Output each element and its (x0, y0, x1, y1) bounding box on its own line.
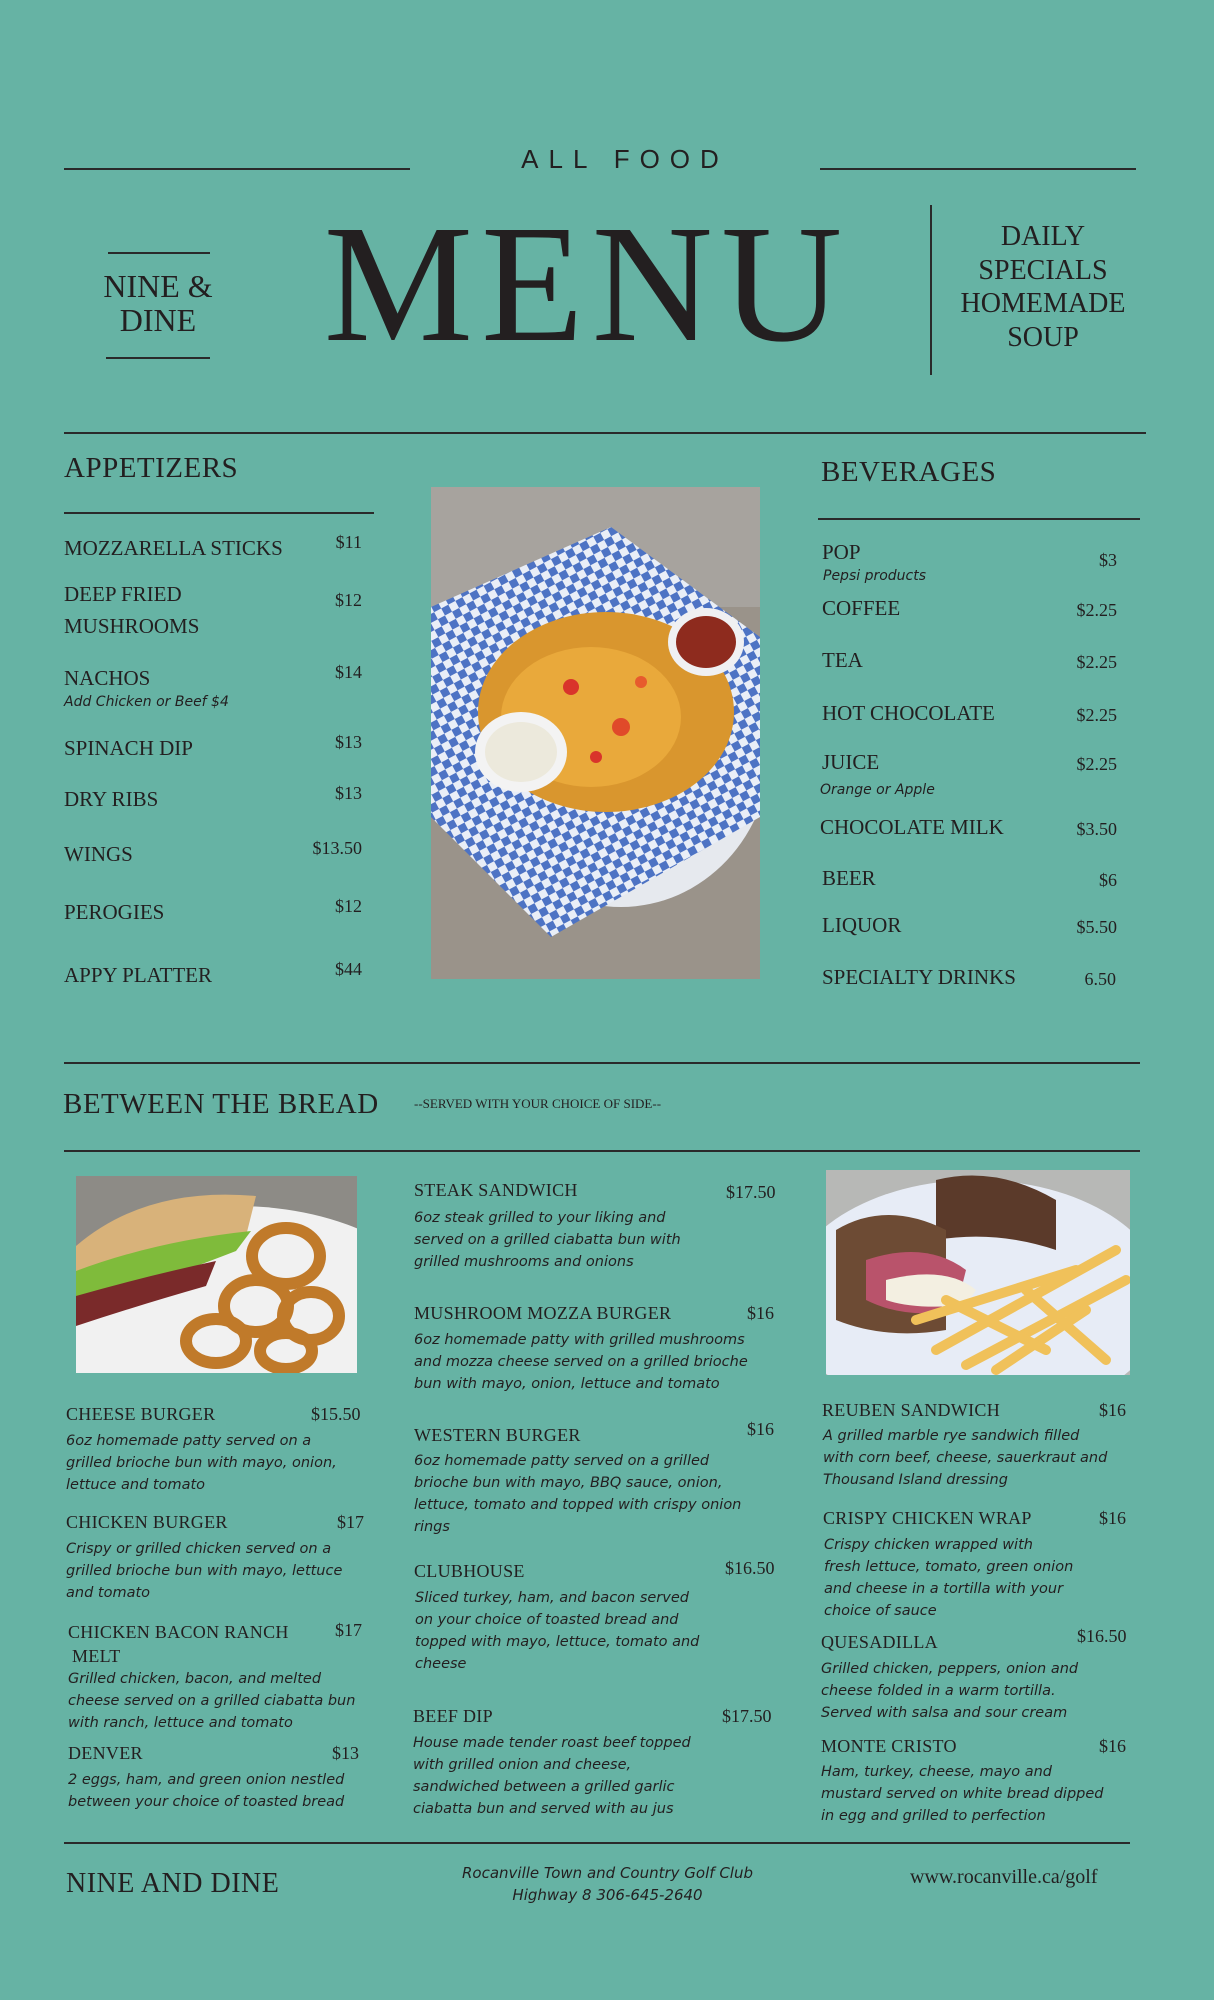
appetizers-title: APPETIZERS (64, 452, 239, 484)
footer-address-line: Highway 8 306-645-2640 (512, 1886, 703, 1904)
menu-item-name: MONTE CRISTO (821, 1736, 957, 1756)
menu-item-price: $16.50 (1077, 1626, 1127, 1646)
description-line: House made tender roast beef topped (413, 1735, 691, 1751)
menu-item-description (68, 1668, 378, 1734)
menu-item-name: BEER (822, 866, 876, 890)
brand-left-title: NINE & DINE (103, 268, 213, 338)
menu-item-price: $3.50 (1076, 819, 1117, 839)
menu-item-price: $3 (1099, 550, 1117, 570)
description-line: with ranch, lettuce and tomato (68, 1715, 293, 1731)
menu-item-price: $5.50 (1076, 917, 1117, 937)
description-line: topped with mayo, lettuce, tomato and (415, 1634, 700, 1650)
menu-item-description (415, 1587, 775, 1675)
beverages-title: BEVERAGES (821, 456, 997, 488)
description-line: Grilled chicken, bacon, and melted (68, 1671, 322, 1687)
menu-item-price: $2.25 (1076, 600, 1117, 620)
daily-specials-line: HOMEMADE (960, 288, 1126, 320)
description-line: lettuce and tomato (66, 1477, 206, 1493)
menu-item-name: PEROGIES (64, 900, 165, 924)
menu-item-name: CHICKEN BURGER (66, 1512, 228, 1532)
menu-item-price: $2.25 (1076, 705, 1117, 725)
footer-address (420, 1862, 795, 1906)
description-line: brioche bun with mayo, BBQ sauce, onion, (414, 1475, 723, 1491)
description-line: Ham, turkey, cheese, mayo and (821, 1764, 1053, 1780)
menu-item-price: $17 (335, 1620, 362, 1640)
menu-item-price: $2.25 (1076, 652, 1117, 672)
menu-item-name: MUSHROOM MOZZA BURGER (414, 1303, 672, 1323)
menu-item-name: CHEESE BURGER (66, 1404, 216, 1424)
menu-item-price: $14 (335, 662, 362, 682)
menu-item-description (414, 1450, 774, 1538)
footer-rule (64, 1842, 1130, 1844)
description-line: fresh lettuce, tomato, green onion (824, 1559, 1074, 1575)
menu-item-name: STEAK SANDWICH (414, 1180, 578, 1200)
description-line: Crispy chicken wrapped with (824, 1537, 1033, 1553)
description-line: Served with salsa and sour cream (821, 1705, 1068, 1721)
section-divider-top (64, 432, 1146, 434)
footer-brand: NINE AND DINE (66, 1868, 280, 1899)
menu-item-price: $17 (337, 1512, 364, 1532)
menu-title: MENU (323, 191, 851, 377)
menu-item-description (66, 1538, 366, 1604)
menu-item-price: $12 (335, 590, 362, 610)
menu-item-note: Orange or Apple (820, 782, 935, 798)
menu-item-price: $17.50 (722, 1706, 772, 1726)
menu-item-price: $13 (332, 1743, 359, 1763)
top-label: ALL FOOD (521, 144, 729, 174)
description-line: lettuce, tomato and topped with crispy onion (414, 1497, 742, 1513)
reuben-image (826, 1170, 1130, 1375)
menu-item-price: $44 (335, 959, 362, 979)
beverages-rule (818, 518, 1140, 520)
menu-item-name: JUICE (822, 750, 880, 774)
description-line: grilled brioche bun with mayo, lettuce (66, 1563, 343, 1579)
menu-item-description (823, 1425, 1123, 1491)
description-line: 6oz homemade patty served on a grilled (414, 1453, 710, 1469)
menu-item-name: SPINACH DIP (64, 736, 193, 760)
description-line: ciabatta bun and served with au jus (413, 1801, 674, 1817)
description-line: bun with mayo, onion, lettuce and tomato (414, 1376, 720, 1392)
menu-item-price: $16 (747, 1419, 774, 1439)
menu-item-price: $16 (1099, 1736, 1126, 1756)
reuben-photo (826, 1170, 1130, 1375)
appetizers-rule (64, 512, 374, 514)
menu-item-name: TEA (822, 648, 863, 672)
description-line: A grilled marble rye sandwich filled (823, 1428, 1080, 1444)
menu-item-price: $12 (335, 896, 362, 916)
menu-item-description (68, 1769, 378, 1813)
description-line: 6oz homemade patty served on a (66, 1433, 312, 1449)
description-line: rings (414, 1519, 450, 1535)
burger-photo (76, 1176, 357, 1373)
menu-item-name: SPECIALTY DRINKS (822, 965, 1016, 989)
menu-item-name (68, 1620, 289, 1668)
description-line: grilled mushrooms and onions (414, 1254, 634, 1270)
description-line: Crispy or grilled chicken served on a (66, 1541, 332, 1557)
menu-item-name: BEEF DIP (413, 1706, 493, 1726)
bread-rule-top (64, 1062, 1140, 1064)
menu-item-price: $11 (335, 532, 362, 552)
description-line: with grilled onion and cheese, (413, 1757, 632, 1773)
menu-item-name-line: MELT (72, 1646, 121, 1666)
menu-item-name: CRISPY CHICKEN WRAP (823, 1508, 1032, 1528)
menu-item-price: $13 (335, 783, 362, 803)
menu-item-name: REUBEN SANDWICH (822, 1400, 1000, 1420)
header-rule-right (820, 168, 1136, 170)
description-line: sandwiched between a grilled garlic (413, 1779, 675, 1795)
menu-item-name: WESTERN BURGER (414, 1425, 581, 1445)
menu-item-price: 6.50 (1084, 969, 1116, 989)
description-line: Grilled chicken, peppers, onion and (821, 1661, 1079, 1677)
menu-item-description (413, 1732, 773, 1820)
menu-item-price: $16 (1099, 1400, 1126, 1420)
description-line: on your choice of toasted bread and (415, 1612, 679, 1628)
menu-item-name: DEEP FRIED MUSHROOMS (64, 582, 200, 638)
menu-item-price: $6 (1099, 870, 1117, 890)
menu-item-name: NACHOS (64, 666, 151, 690)
description-line: mustard served on white bread dipped (821, 1786, 1104, 1802)
description-line: 2 eggs, ham, and green onion nestled (68, 1772, 345, 1788)
bread-rule-bottom (64, 1150, 1140, 1152)
daily-specials-line: SOUP (1007, 321, 1079, 353)
menu-item-name: COFFEE (822, 596, 901, 620)
description-line: in egg and grilled to perfection (821, 1808, 1046, 1824)
menu-item-price: $16.50 (725, 1558, 775, 1578)
daily-specials (940, 220, 1146, 354)
nachos-photo (431, 487, 760, 979)
description-line: 6oz homemade patty with grilled mushrooms (414, 1332, 745, 1348)
menu-item-description (824, 1534, 1124, 1622)
daily-specials-line: DAILY (1000, 221, 1086, 252)
description-line: 6oz steak grilled to your liking and (414, 1210, 666, 1226)
menu-item-name: CLUBHOUSE (414, 1561, 525, 1581)
header-rule-left (64, 168, 410, 170)
menu-item-price: $15.50 (311, 1404, 361, 1424)
menu-item-price: $17.50 (726, 1182, 776, 1202)
description-line: cheese (415, 1656, 467, 1672)
menu-item-name: CHOCOLATE MILK (820, 815, 1004, 839)
description-line: cheese served on a grilled ciabatta bun (68, 1693, 356, 1709)
brand-rule-bottom (106, 357, 210, 359)
brand-rule-top (108, 252, 210, 254)
menu-item-name: QUESADILLA (821, 1632, 938, 1652)
description-line: and tomato (66, 1585, 151, 1601)
description-line: choice of sauce (824, 1603, 937, 1619)
between-bread-title: BETWEEN THE BREAD (63, 1088, 379, 1120)
menu-item-name: MOZZARELLA STICKS (64, 536, 283, 560)
description-line: between your choice of toasted bread (68, 1794, 345, 1810)
menu-item-description (821, 1658, 1121, 1724)
header-vertical-divider (930, 205, 932, 375)
description-line: Thousand Island dressing (823, 1472, 1008, 1488)
menu-item-description (414, 1207, 774, 1273)
menu-item-name: POP (822, 540, 861, 564)
footer-address-line: Rocanville Town and Country Golf Club (462, 1864, 753, 1882)
menu-item-price: $2.25 (1076, 754, 1117, 774)
menu-item-price: $16 (747, 1303, 774, 1323)
menu-item-name: APPY PLATTER (64, 963, 212, 987)
menu-item-price: $16 (1099, 1508, 1126, 1528)
description-line: and mozza cheese served on a grilled brioche (414, 1354, 748, 1370)
daily-specials-line: SPECIALS (978, 254, 1108, 286)
description-line: cheese folded in a warm tortilla. (821, 1683, 1056, 1699)
menu-item-price: $13.50 (312, 838, 362, 858)
menu-item-description (414, 1329, 774, 1395)
menu-item-price: $13 (335, 732, 362, 752)
menu-item-note: Pepsi products (823, 568, 927, 584)
burger-image (76, 1176, 357, 1373)
menu-item-name: WINGS (64, 842, 133, 866)
description-line: Sliced turkey, ham, and bacon served (415, 1590, 689, 1606)
menu-item-name-line: CHICKEN BACON RANCH (68, 1622, 289, 1642)
description-line: grilled brioche bun with mayo, onion, (66, 1455, 337, 1471)
menu-item-name: DENVER (68, 1743, 143, 1763)
menu-item-description (821, 1761, 1131, 1827)
between-bread-subtitle: --SERVED WITH YOUR CHOICE OF SIDE-- (414, 1096, 662, 1111)
description-line: served on a grilled ciabatta bun with (414, 1232, 681, 1248)
menu-item-name: LIQUOR (822, 913, 902, 937)
menu-item-name: DRY RIBS (64, 787, 159, 811)
menu-item-description (66, 1430, 366, 1496)
nachos-image (431, 487, 760, 979)
menu-item-name: HOT CHOCOLATE (822, 701, 995, 725)
description-line: and cheese in a tortilla with your (824, 1581, 1064, 1597)
footer-website-link[interactable]: www.rocanville.ca/golf (910, 1866, 1098, 1888)
description-line: with corn beef, cheese, sauerkraut and (823, 1450, 1108, 1466)
menu-item-note: Add Chicken or Beef $4 (64, 694, 229, 710)
